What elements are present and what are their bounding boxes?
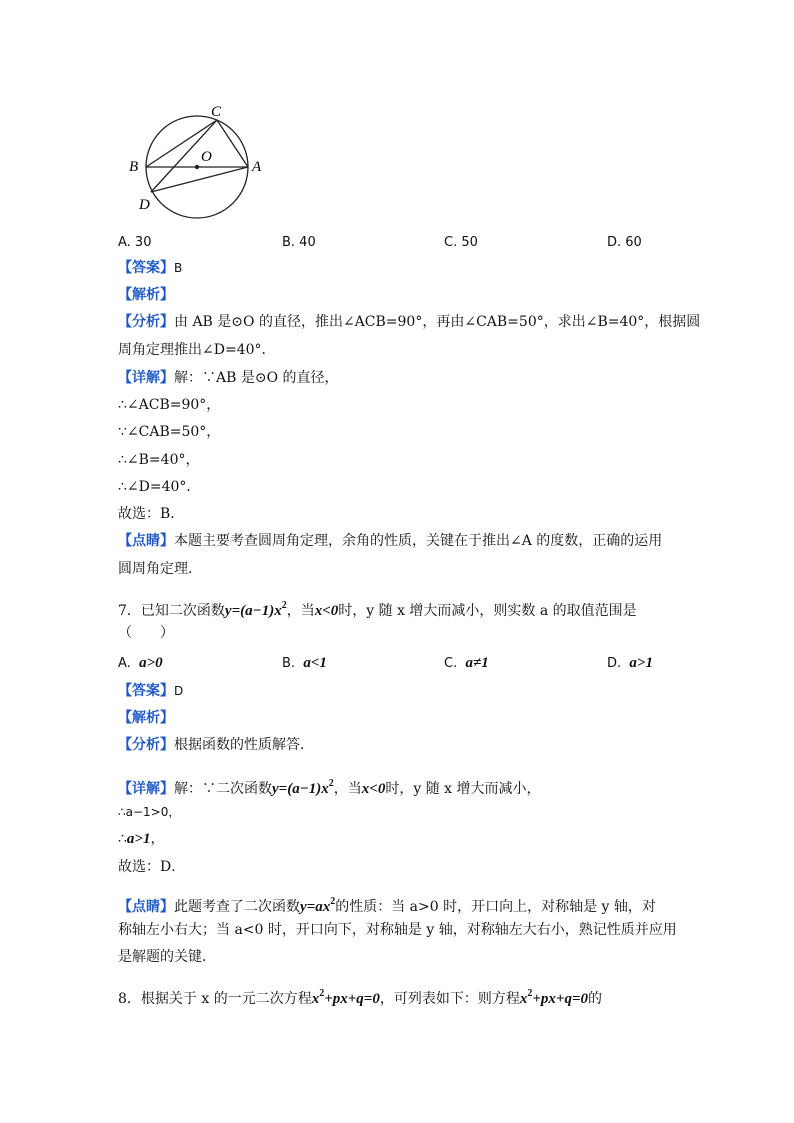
fenxi-text: 根据函数的性质解答． bbox=[174, 737, 314, 753]
q7-guxuan: 故选：D． bbox=[118, 859, 186, 875]
q7-option-b: B. a<1 bbox=[282, 655, 327, 671]
label-d: D bbox=[139, 197, 150, 213]
q7-stem-b: ，当 bbox=[286, 603, 315, 619]
q7-answer bbox=[118, 682, 183, 700]
q7-step2: ∴a>1， bbox=[118, 831, 165, 847]
q7-xiangjie: 【详解】解：∵二次函数$y=(a-1)x^2$，当x<0时，y 随 x 增大而减小， bbox=[118, 778, 541, 797]
q6-step2: ∵∠CAB=50°， bbox=[118, 424, 221, 440]
q6-option-d: D. 60 bbox=[607, 235, 642, 250]
xiangjie-text: 解：∵AB 是⊙O 的直径， bbox=[174, 370, 339, 386]
q7-stem bbox=[118, 597, 637, 620]
dianjing-tag: 【点睛】 bbox=[118, 533, 174, 549]
dianjing-text: 本题主要考查圆周角定理，余角的性质，关键在于推出∠A 的度数，正确的运用 bbox=[174, 533, 663, 549]
q7-stem-c: 时，y 随 x 增大而减小，则实数 a 的取值范围是 bbox=[338, 603, 637, 619]
dianjing-tag: 【点睛】 bbox=[118, 899, 174, 915]
circle-figure bbox=[120, 100, 280, 220]
fenxi-tag: 【分析】 bbox=[118, 737, 174, 753]
q8-eq-2: $x^2+px+q=0$ bbox=[519, 988, 589, 1007]
q7-fenxi bbox=[118, 736, 314, 754]
q6-step4: ∴∠D=40°． bbox=[118, 479, 201, 495]
q7-option-d: D. a>1 bbox=[607, 655, 653, 671]
q6-dianjing-line1 bbox=[118, 532, 662, 550]
q7-option-c: C. a≠1 bbox=[444, 655, 489, 671]
q7-option-a: A. a>0 bbox=[118, 655, 163, 671]
answer-value: B bbox=[174, 261, 183, 275]
q6-step3: ∴∠B=40°， bbox=[118, 452, 200, 468]
label-b: B bbox=[129, 159, 139, 175]
q6-fenxi-line2: 周角定理推出∠D=40°． bbox=[118, 342, 276, 358]
q6-fenxi-line1 bbox=[118, 313, 700, 331]
q6-answer bbox=[118, 259, 182, 277]
q6-jiexi-tag: 【解析】 bbox=[118, 287, 174, 303]
q7-dj-func: $y=ax^2$ bbox=[300, 896, 336, 915]
q7-stem-a: 7．已知二次函数 bbox=[118, 603, 225, 619]
answer-value: D bbox=[174, 684, 184, 698]
q7-xj-func: $y=(a-1)x^2$ bbox=[272, 778, 334, 797]
fenxi-tag: 【分析】 bbox=[118, 314, 174, 330]
q7-func: $y=(a-1)x^2$ bbox=[224, 600, 287, 619]
q6-step1: ∴∠ACB=90°， bbox=[118, 397, 221, 413]
q7-dianjing-line2: 称轴左小右大；当 a<0 时，开口向下，对称轴是 y 轴，对称轴左大右小，熟记性质并应用 bbox=[118, 922, 677, 938]
label-a: A bbox=[252, 159, 262, 175]
q7-dianjing-line3: 是解题的关键． bbox=[118, 949, 216, 965]
q7-step1: ∴a−1>0， bbox=[118, 805, 181, 819]
q7-dianjing-line1: 【点睛】此题考查了二次函数$y=ax^2$的性质：当 a>0 时，开口向上，对称轴是 y 轴，对 bbox=[118, 896, 656, 915]
q6-option-b: B. 40 bbox=[282, 235, 316, 250]
fenxi-text: 由 AB 是⊙O 的直径，推出∠ACB=90°，再由∠CAB=50°，求出∠B=40°，根据圆 bbox=[174, 314, 701, 330]
q7-jiexi-tag: 【解析】 bbox=[118, 710, 174, 726]
q6-option-c: C. 50 bbox=[444, 235, 478, 250]
q8-stem: 8．根据关于 x 的一元二次方程$x^2+px+q=0$，可列表如下：则方程$x^2+px+q=0$的 bbox=[118, 988, 603, 1007]
xiangjie-tag: 【详解】 bbox=[118, 781, 174, 797]
q6-guxuan: 故选：B． bbox=[118, 506, 185, 522]
q6-dianjing-line2: 圆周角定理． bbox=[118, 561, 202, 577]
q7-cond: x<0 bbox=[314, 603, 339, 619]
q8-eq: $x^2+px+q=0$ bbox=[311, 988, 380, 1007]
label-c: C bbox=[211, 104, 222, 120]
label-o: O bbox=[201, 149, 212, 165]
q7-paren: （ ） bbox=[118, 625, 174, 641]
answer-tag: 【答案】 bbox=[118, 260, 174, 276]
xiangjie-tag: 【详解】 bbox=[118, 370, 174, 386]
answer-tag: 【答案】 bbox=[118, 683, 174, 699]
q6-xiangjie bbox=[118, 369, 339, 387]
q6-option-a: A. 30 bbox=[118, 235, 152, 250]
